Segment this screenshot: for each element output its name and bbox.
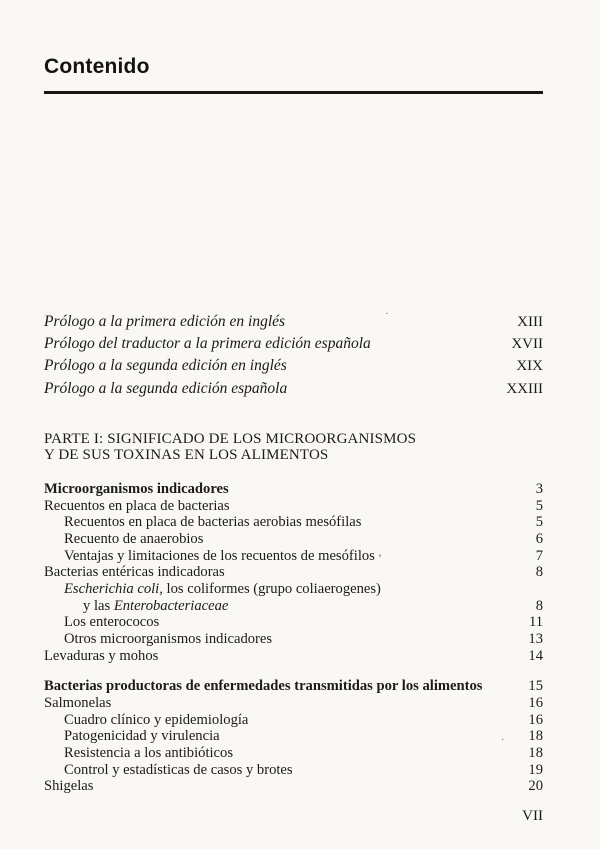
toc-entry-label-segment: Recuentos en placa de bacterias aerobias mesófilas: [64, 514, 362, 531]
toc-entry-label: [44, 648, 158, 665]
toc-entry-label: [44, 762, 293, 779]
toc-entry-label: [44, 614, 159, 631]
toc-blocks: [44, 481, 543, 795]
toc-entry-label: [44, 531, 203, 548]
prologue-entry-page: XXIII: [506, 380, 543, 397]
toc-entry-label: [44, 581, 381, 598]
toc-entry: [44, 564, 543, 581]
toc-entry-label: [44, 548, 375, 565]
toc-entry: [44, 762, 543, 779]
toc-entry: [44, 631, 543, 648]
toc-entry-label: [44, 514, 361, 531]
toc-entry-label-segment: Resistencia a los antibióticos: [64, 744, 234, 761]
toc-entry-label: [44, 631, 272, 648]
toc-entry-label-segment: Levaduras y mohos: [44, 647, 159, 664]
prologue-entry-label: Prólogo a la segunda edición en inglés: [44, 357, 287, 375]
toc-entry-label-segment: Bacterias entéricas indicadoras: [44, 564, 225, 581]
toc-entry-page: 5: [535, 497, 543, 514]
toc-entry-label: [44, 564, 225, 581]
toc-entry-page: 15: [528, 678, 543, 695]
toc-entry: [44, 648, 543, 665]
toc-entry-label-italic-segment: Enterobacteriaceae: [113, 597, 229, 614]
prologue-entry: [44, 311, 543, 333]
toc-entry: [44, 548, 543, 565]
toc-entry-page: 3: [535, 481, 543, 497]
part-heading-line2: Y DE SUS TOXINAS EN LOS ALIMENTOS: [44, 447, 329, 464]
prologue-entry: [44, 378, 543, 400]
toc-entry-page: 14: [528, 647, 543, 664]
prologue-entry-page: XVII: [511, 336, 543, 353]
toc-block: [44, 481, 543, 664]
toc-entry-label-segment: Microorganismos indicadores: [44, 481, 229, 497]
toc-entry-page: 7: [535, 547, 543, 564]
toc-entry-page: 13: [528, 630, 543, 647]
toc-entry-label: [44, 498, 230, 515]
toc-entry: [44, 481, 543, 498]
toc-entry-label: [44, 745, 233, 762]
toc-entry-page: 18: [528, 744, 543, 761]
prologue-entry-label: Prólogo a la primera edición en inglés: [44, 313, 286, 330]
toc-entry-page: 18: [528, 728, 543, 745]
toc-entry-label-segment: Ventajas y limitaciones de los recuentos de mesófilos: [64, 547, 375, 564]
toc-entry: [44, 581, 543, 598]
toc-entry-page: 5: [535, 514, 543, 531]
toc-entry-page: 16: [528, 694, 543, 711]
toc-entry-page: 20: [528, 778, 543, 795]
toc-entry-label-segment: Otros microorganismos indicadores: [64, 630, 273, 647]
toc-entry: [44, 598, 543, 615]
toc-block: [44, 678, 543, 795]
toc-entry-label-segment: Recuento de anaerobios: [64, 530, 204, 547]
toc-entry-page: 16: [528, 711, 543, 728]
part-heading: [44, 431, 543, 464]
toc-entry-page: 8: [535, 564, 543, 581]
toc-entry-label: [44, 598, 228, 615]
prologue-entry: [44, 333, 543, 355]
scan-artifact: ’: [378, 551, 382, 565]
prologue-entry-label: Prólogo a la segunda edición española: [44, 379, 288, 397]
page-title: Contenido: [44, 55, 150, 78]
toc-entry-label-segment: los coliformes (grupo coliaerogenes): [162, 580, 381, 597]
scan-artifact: ·: [385, 308, 389, 320]
title-rule: [44, 91, 543, 94]
prologue-entry: [44, 355, 543, 377]
part-heading-line1: PARTE I: SIGNIFICADO DE LOS MICROORGANISMOS: [44, 430, 417, 447]
scan-artifact: ·: [501, 735, 505, 746]
toc-entry-label-segment: Control y estadísticas de casos y brotes: [64, 761, 293, 778]
toc-entry: [44, 728, 543, 745]
toc-entry-page: 11: [528, 614, 543, 631]
toc-entry-label-segment: Los enterococos: [64, 614, 160, 631]
toc-entry-page: 6: [535, 530, 543, 547]
toc-entry-label: [44, 695, 111, 712]
toc-entry-label-italic-segment: Escherichia coli,: [64, 580, 163, 597]
page-footer: [44, 808, 543, 825]
toc-entry: [44, 712, 543, 729]
prologue-list: [44, 311, 543, 400]
toc-entry-label: [44, 481, 229, 498]
toc-entry: [44, 778, 543, 795]
toc-entry: [44, 498, 543, 515]
toc-entry: [44, 531, 543, 548]
toc-entry-label-segment: Cuadro clínico y epidemiología: [64, 711, 249, 728]
footer-page-number: VII: [522, 807, 543, 824]
toc-entry-page: 19: [528, 761, 543, 778]
toc-entry: [44, 678, 543, 695]
toc-entry-label-segment: Patogenicidad y virulencia: [64, 728, 220, 745]
toc-entry-label-segment: Shigelas: [44, 778, 94, 795]
toc-entry-label-segment: Recuentos en placa de bacterias: [44, 497, 230, 514]
toc-entry-label: [44, 728, 220, 745]
toc-entry-label: [44, 712, 248, 729]
toc-entry: [44, 745, 543, 762]
toc-entry: [44, 514, 543, 531]
toc-entry-label-segment: Salmonelas: [44, 694, 112, 711]
prologue-entry-label: Prólogo del traductor a la primera edición española: [44, 335, 371, 353]
toc-entry-label: [44, 678, 482, 695]
toc-entry-page: 8: [535, 597, 543, 614]
toc-entry-label-segment: y las: [83, 597, 114, 614]
toc-entry: [44, 614, 543, 631]
prologue-entry-page: XIX: [516, 358, 543, 375]
toc-entry-label: [44, 778, 93, 795]
toc-entry-label-segment: Bacterias productoras de enfermedades transmitidas por los alimentos: [44, 678, 483, 695]
toc-entry: [44, 695, 543, 712]
prologue-entry-page: XIII: [517, 314, 543, 330]
